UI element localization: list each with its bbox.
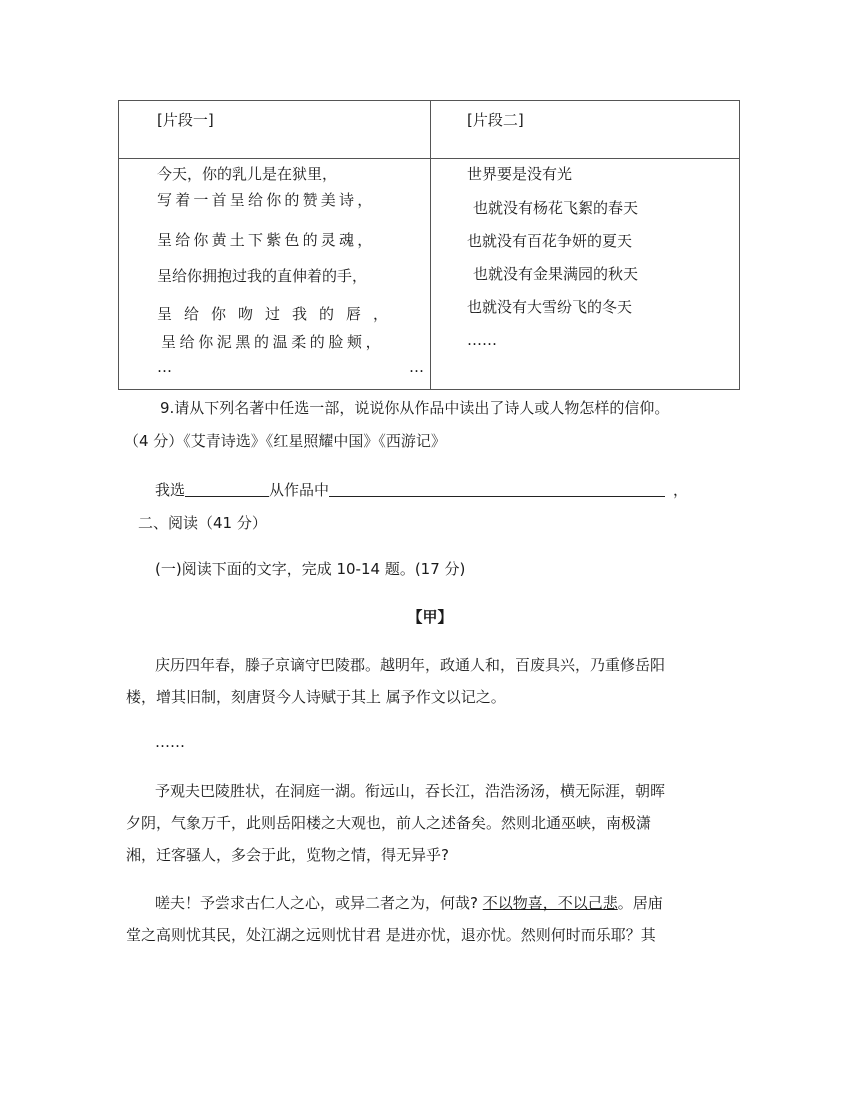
- jia-title: 【甲】: [407, 608, 453, 626]
- left-line-5: 呈给你吻过我的唇，: [157, 305, 401, 323]
- left-line-1-text: 今天，你的乳儿是在狱里，: [157, 165, 338, 183]
- answer-mid: 从作品中: [269, 481, 330, 499]
- para3-line-1: [155, 892, 663, 913]
- right-line-2: 也就没有杨花飞絮的春天: [473, 199, 639, 217]
- para2-line-1: 予观夫巴陵胜状，在洞庭一湖。衔远山，吞长江，浩浩汤汤，横无际涯，朝晖: [155, 782, 666, 800]
- question-9-answer: [155, 479, 688, 500]
- choice-blank[interactable]: [185, 480, 269, 497]
- left-line-1: [157, 163, 415, 184]
- right-header: [片段二]: [467, 111, 524, 129]
- question-9-line-2: （4 分）《艾青诗选》《红星照耀中国》《西游记》: [124, 432, 446, 450]
- para3-line-1-b: 。居庙: [617, 894, 663, 912]
- question-9-line-1: 9.请从下列名著中任选一部，说说你从作品中读出了诗人或人物怎样的信仰。: [160, 399, 670, 417]
- left-header: [片段一]: [157, 111, 214, 129]
- right-line-5: 也就没有大雪纷飞的冬天: [467, 298, 633, 316]
- para2-line-2: 夕阴，气象万千，此则岳阳楼之大观也，前人之述备矣。然则北通巫峡，南极潇: [126, 814, 652, 832]
- para3-line-1-a: 嗟夫！予尝求古仁人之心，或异二者之为，何哉?: [155, 894, 483, 912]
- right-line-1: 世界要是没有光: [467, 165, 573, 183]
- para1-line-2: 楼，增其旧制，刻唐贤今人诗赋于其上 属予作文以记之。: [126, 688, 506, 706]
- ellipsis: ……: [155, 733, 185, 751]
- para3-line-2: 堂之高则忧其民，处江湖之远则忧甘君 是进亦忧，退亦忧。然则何时而乐耶？其: [126, 926, 656, 944]
- header-divider: [119, 158, 739, 159]
- left-line-2: 写着一首呈给你的赞美诗，: [157, 191, 376, 209]
- left-ellipsis-1: …: [157, 358, 172, 376]
- reason-blank[interactable]: [329, 480, 665, 497]
- column-divider: [430, 101, 431, 389]
- right-ellipsis: ……: [467, 331, 497, 349]
- left-line-4: 呈给你拥抱过我的直伸着的手，: [157, 267, 368, 285]
- left-line-6: 呈给你泥黑的温柔的脸颊，: [161, 333, 385, 351]
- answer-prefix: 我选: [155, 481, 186, 499]
- right-line-4: 也就没有金果满园的秋天: [473, 265, 639, 283]
- underlined-phrase: 不以物喜，不以己悲: [482, 894, 618, 912]
- para2-line-3: 湘，迁客骚人，多会于此，览物之情，得无异乎?: [126, 846, 449, 864]
- section-2-heading: 二、阅读（41 分）: [138, 514, 267, 532]
- left-line-3: 呈给你黄土下紫色的灵魂，: [157, 231, 376, 249]
- excerpt-table: [118, 100, 740, 390]
- right-line-3: 也就没有百花争妍的夏天: [467, 232, 633, 250]
- answer-end: ，: [673, 481, 689, 499]
- para1-line-1: 庆历四年春，滕子京谪守巴陵郡。越明年，政通人和，百废具兴，乃重修岳阳: [155, 656, 666, 674]
- part-1-instruction: (一)阅读下面的文字，完成 10-14 题。(17 分): [155, 560, 466, 578]
- left-ellipsis-2: …: [409, 358, 424, 376]
